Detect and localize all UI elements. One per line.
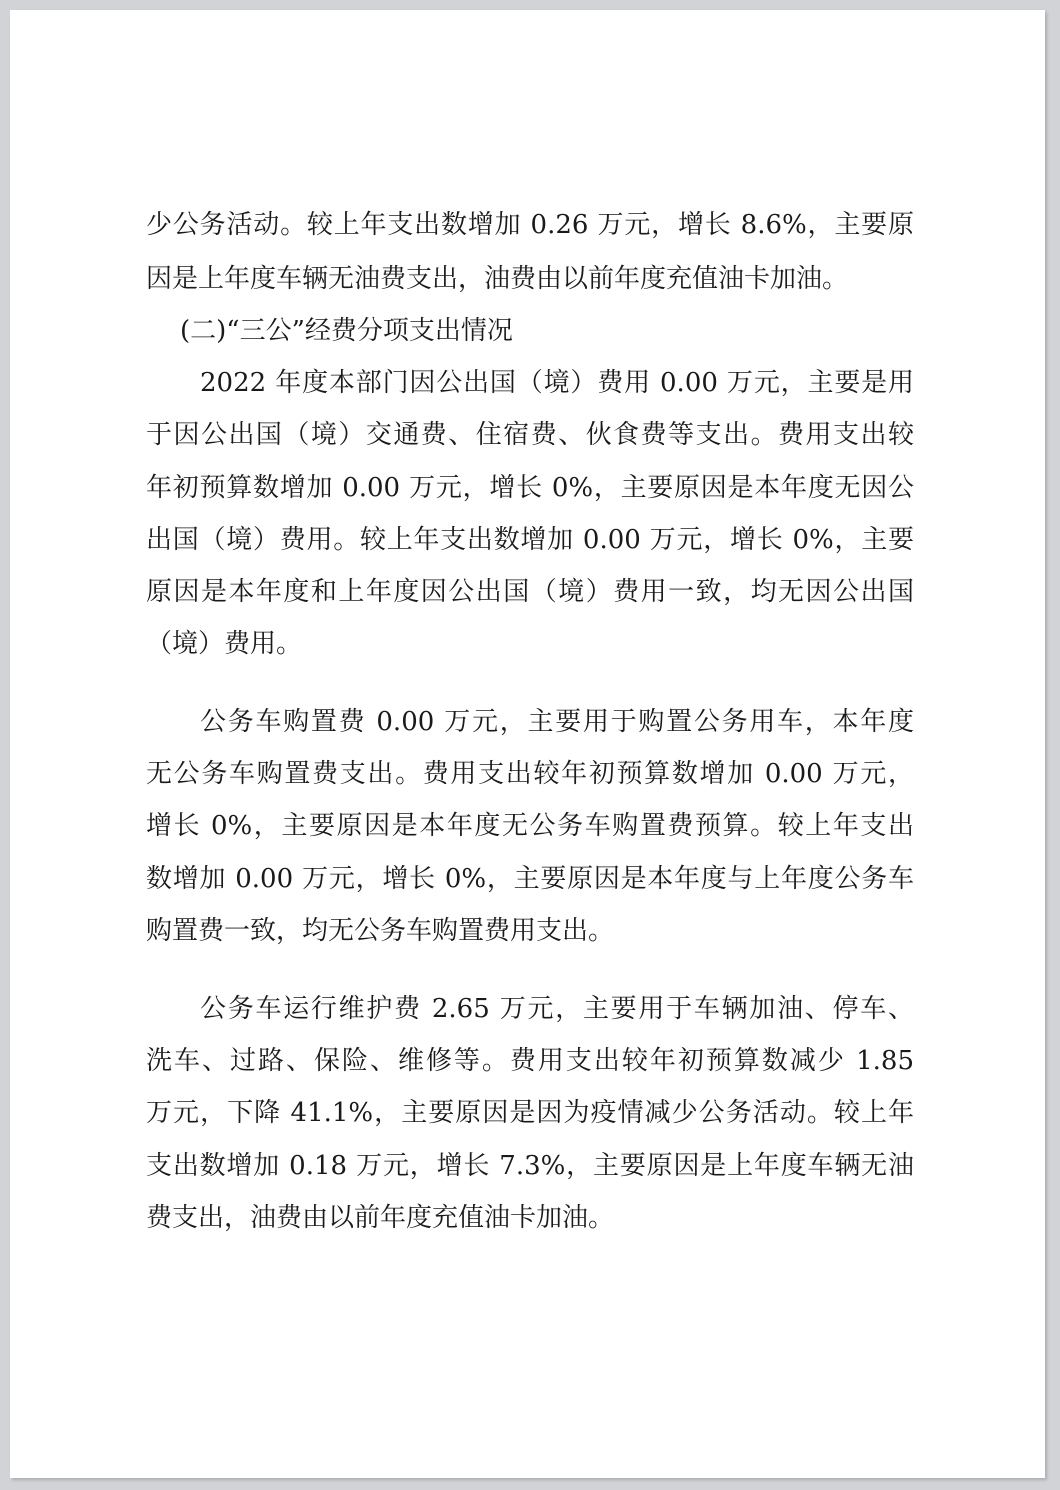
text-line: 因是上年度车辆无油费支出，油费由以前年度充值油卡加油。 — [146, 264, 849, 294]
text-line: 无公务车购置费支出。费用支出较年初预算数增加 0.00 万元， — [146, 759, 914, 789]
text-line: 原因是本年度和上年度因公出国（境）费用一致，均无因公出国 — [146, 577, 914, 607]
text-line: 购置费一致，均无公务车购置费用支出。 — [146, 916, 615, 946]
text-line: 公务车运行维护费 2.65 万元，主要用于车辆加油、停车、 — [200, 994, 914, 1024]
text-line: 万元，下降 41.1%，主要原因是因为疫情减少公务活动。较上年 — [146, 1098, 914, 1128]
text-line: 于因公出国（境）交通费、住宿费、伙食费等支出。费用支出较 — [146, 420, 914, 450]
text-line: 洗车、过路、保险、维修等。费用支出较年初预算数减少 1.85 — [146, 1046, 914, 1076]
section-heading: (二)“三公”经费分项支出情况 — [180, 316, 513, 346]
text-line: 年初预算数增加 0.00 万元，增长 0%，主要原因是本年度无因公 — [146, 473, 914, 503]
text-line: 出国（境）费用。较上年支出数增加 0.00 万元，增长 0%，主要 — [146, 525, 914, 555]
text-line: 费支出，油费由以前年度充值油卡加油。 — [146, 1203, 615, 1233]
text-line: （境）费用。 — [146, 629, 303, 659]
text-line: 数增加 0.00 万元，增长 0%，主要原因是本年度与上年度公务车 — [146, 864, 914, 894]
text-line: 公务车购置费 0.00 万元，主要用于购置公务用车，本年度 — [200, 707, 914, 737]
text-line: 少公务活动。较上年支出数增加 0.26 万元，增长 8.6%，主要原 — [146, 210, 914, 240]
text-line: 2022 年度本部门因公出国（境）费用 0.00 万元，主要是用 — [200, 368, 914, 398]
text-line: 支出数增加 0.18 万元，增长 7.3%，主要原因是上年度车辆无油 — [146, 1151, 914, 1181]
document-page — [10, 10, 1045, 1478]
text-line: 增长 0%，主要原因是本年度无公务车购置费预算。较上年支出 — [146, 811, 914, 841]
